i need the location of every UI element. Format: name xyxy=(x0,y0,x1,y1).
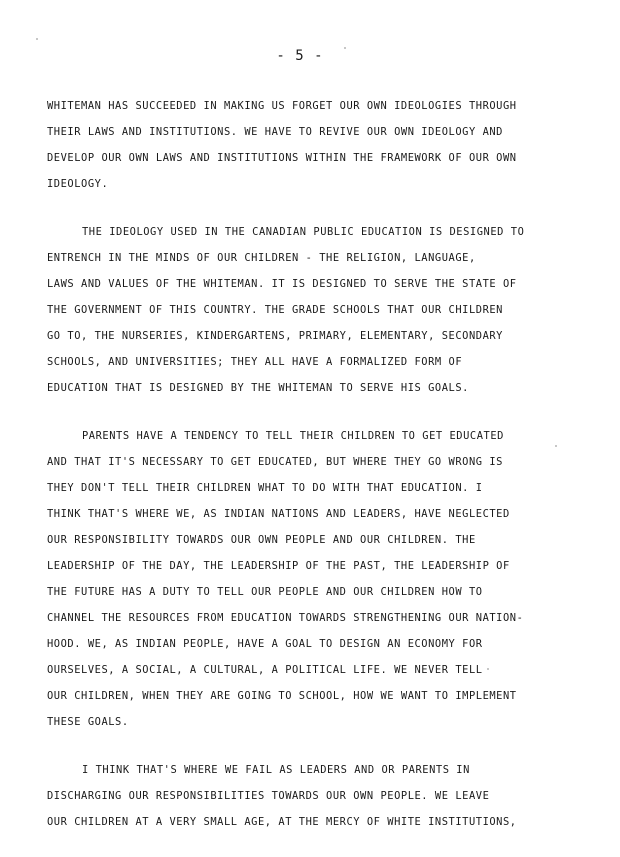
paragraph-2 xyxy=(47,219,577,401)
text-line: THE GOVERNMENT OF THIS COUNTRY. THE GRADE SCHOOLS THAT OUR CHILDREN xyxy=(47,304,503,316)
text-line: OUR RESPONSIBILITY TOWARDS OUR OWN PEOPLE AND OUR CHILDREN. THE xyxy=(47,534,476,546)
scan-speck xyxy=(487,668,489,670)
text-line: CHANNEL THE RESOURCES FROM EDUCATION TOWARDS STRENGTHENING OUR NATION- xyxy=(47,612,524,624)
text-line: OURSELVES, A SOCIAL, A CULTURAL, A POLITICAL LIFE. WE NEVER TELL xyxy=(47,664,483,676)
scan-speck xyxy=(344,47,346,49)
text-line: THEY DON'T TELL THEIR CHILDREN WHAT TO DO WITH THAT EDUCATION. I xyxy=(47,482,483,494)
paragraph-3 xyxy=(47,423,577,735)
text-line: LAWS AND VALUES OF THE WHITEMAN. IT IS DESIGNED TO SERVE THE STATE OF xyxy=(47,278,517,290)
scan-speck xyxy=(555,445,557,447)
paragraph-1 xyxy=(47,93,577,197)
text-line: I THINK THAT'S WHERE WE FAIL AS LEADERS AND OR PARENTS IN xyxy=(82,764,470,776)
text-line: HOOD. WE, AS INDIAN PEOPLE, HAVE A GOAL TO DESIGN AN ECONOMY FOR xyxy=(47,638,483,650)
text-line: THINK THAT'S WHERE WE, AS INDIAN NATIONS AND LEADERS, HAVE NEGLECTED xyxy=(47,508,510,520)
text-line: PARENTS HAVE A TENDENCY TO TELL THEIR CHILDREN TO GET EDUCATED xyxy=(82,430,504,442)
text-line: EDUCATION THAT IS DESIGNED BY THE WHITEMAN TO SERVE HIS GOALS. xyxy=(47,382,469,394)
text-line: THE FUTURE HAS A DUTY TO TELL OUR PEOPLE AND OUR CHILDREN HOW TO xyxy=(47,586,483,598)
text-line: SCHOOLS, AND UNIVERSITIES; THEY ALL HAVE A FORMALIZED FORM OF xyxy=(47,356,463,368)
text-line: LEADERSHIP OF THE DAY, THE LEADERSHIP OF THE PAST, THE LEADERSHIP OF xyxy=(47,560,510,572)
text-line: OUR CHILDREN AT A VERY SMALL AGE, AT THE MERCY OF WHITE INSTITUTIONS, xyxy=(47,816,517,828)
text-line: IDEOLOGY. xyxy=(47,178,109,190)
text-line: THESE GOALS. xyxy=(47,716,129,728)
page-number: - 5 - xyxy=(276,48,324,64)
scan-speck xyxy=(36,38,38,40)
text-line: GO TO, THE NURSERIES, KINDERGARTENS, PRIMARY, ELEMENTARY, SECONDARY xyxy=(47,330,503,342)
text-line: WHITEMAN HAS SUCCEEDED IN MAKING US FORGET OUR OWN IDEOLOGIES THROUGH xyxy=(47,100,517,112)
paragraph-4 xyxy=(47,757,577,835)
text-line: THEIR LAWS AND INSTITUTIONS. WE HAVE TO REVIVE OUR OWN IDEOLOGY AND xyxy=(47,126,503,138)
text-line: AND THAT IT'S NECESSARY TO GET EDUCATED, BUT WHERE THEY GO WRONG IS xyxy=(47,456,503,468)
text-line: DEVELOP OUR OWN LAWS AND INSTITUTIONS WITHIN THE FRAMEWORK OF OUR OWN xyxy=(47,152,517,164)
text-line: DISCHARGING OUR RESPONSIBILITIES TOWARDS OUR OWN PEOPLE. WE LEAVE xyxy=(47,790,490,802)
text-line: THE IDEOLOGY USED IN THE CANADIAN PUBLIC EDUCATION IS DESIGNED TO xyxy=(82,226,525,238)
text-line: OUR CHILDREN, WHEN THEY ARE GOING TO SCHOOL, HOW WE WANT TO IMPLEMENT xyxy=(47,690,517,702)
body-text xyxy=(47,93,577,857)
text-line: ENTRENCH IN THE MINDS OF OUR CHILDREN - THE RELIGION, LANGUAGE, xyxy=(47,252,476,264)
